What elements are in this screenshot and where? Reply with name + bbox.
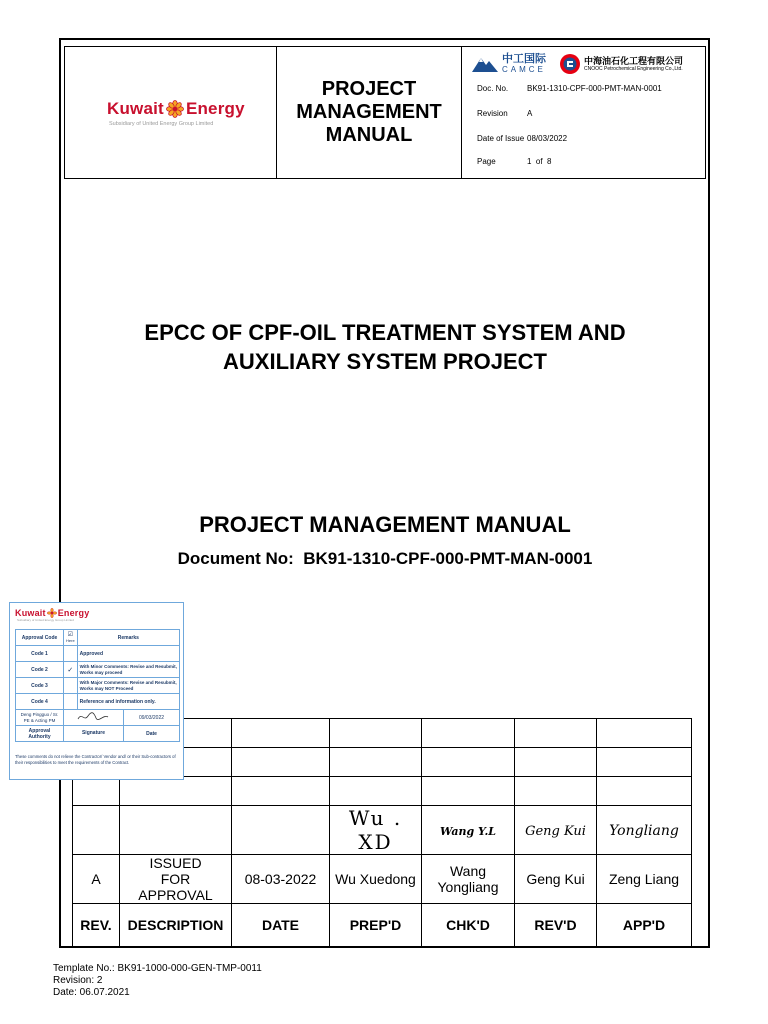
signature-scribble-icon <box>74 710 114 724</box>
signature-row <box>73 806 692 855</box>
camce-name-en: CAMCE <box>502 65 546 74</box>
col-prepd: PREP'D <box>330 904 422 947</box>
cell-date: 08-03-2022 <box>232 855 330 904</box>
info-value: BK91-1310-CPF-000-PMT-MAN-0001 <box>527 84 662 93</box>
template-number: Template No.: BK91-1000-000-GEN-TMP-0011 <box>53 963 262 974</box>
cell-code: Code 4 <box>16 694 64 710</box>
info-row-docno <box>477 84 662 93</box>
header-title-line-3: MANUAL <box>325 124 413 146</box>
approval-code-table <box>15 629 180 742</box>
col-revd: REV'D <box>515 904 597 947</box>
camce-name-cn: 中工国际 <box>502 53 546 65</box>
authority-signature <box>64 710 124 725</box>
logo-name-left: Kuwait <box>107 99 164 118</box>
col-here <box>64 630 78 646</box>
cell-chkd: Wang Yongliang <box>422 855 515 904</box>
signature-revd: Geng Kui <box>525 823 586 839</box>
col-description: DESCRIPTION <box>120 904 232 947</box>
header-row <box>73 904 692 947</box>
document-number: Document No: BK91-1310-CPF-000-PMT-MAN-0001 <box>177 549 593 568</box>
table-row <box>16 646 180 662</box>
document-title: PROJECT MANAGEMENT MANUAL <box>199 512 571 537</box>
header-info-cell <box>462 47 707 178</box>
check-mark-icon: ✓ <box>64 662 78 678</box>
cell-code: Code 2 <box>16 662 64 678</box>
info-label: Revision <box>477 109 508 118</box>
table-row <box>16 678 180 694</box>
info-row-revision <box>477 109 532 118</box>
info-label: Page <box>477 157 496 166</box>
label-signature: Signature <box>64 726 124 741</box>
cnooc-name-cn: 中海油石化工程有限公司 <box>584 55 684 66</box>
info-value: 1 of 8 <box>527 157 552 166</box>
col-remarks: Remarks <box>77 630 179 646</box>
cell-revd: Geng Kui <box>515 855 597 904</box>
info-label: Doc. No. <box>477 84 509 93</box>
approval-stamp <box>9 602 184 780</box>
header-title-line-1: PROJECT <box>321 78 417 100</box>
logo-name-left: Kuwait <box>15 608 46 618</box>
info-label: Date of Issue <box>477 134 525 143</box>
cell-remark: With Major Comments: Revise and Resubmit, Works may NOT Proceed <box>77 678 179 694</box>
table-row <box>16 694 180 710</box>
cell-remark: Approved <box>77 646 179 662</box>
cell-mark <box>64 678 78 694</box>
authority-name: Deng Pingguo / Sr. PE & Acting PM <box>16 710 64 726</box>
cell-description: ISSUED FOR APPROVAL <box>120 855 232 904</box>
label-date: Date <box>146 730 157 737</box>
mountain-icon <box>472 55 498 73</box>
stamp-disclaimer: These comments do not relieve the Contractor/ Vendor and/ or their Sub-contractors of their responsibilities to meet the requirements of the Contract. <box>15 754 176 765</box>
document-header <box>64 46 706 179</box>
table-row <box>16 726 180 742</box>
cell-code: Code 1 <box>16 646 64 662</box>
cell-mark <box>64 694 78 710</box>
table-row <box>16 710 180 726</box>
table-row <box>16 630 180 646</box>
project-title-line-2: AUXILIARY SYSTEM PROJECT <box>223 349 547 374</box>
cell-remark: Reference and information only. <box>77 694 179 710</box>
checkbox-icon: ☑ <box>67 631 74 638</box>
cell-code: Code 3 <box>16 678 64 694</box>
flower-icon <box>47 608 57 618</box>
client-logo-cell <box>65 47 277 178</box>
stamp-logo <box>15 608 89 622</box>
header-title-line-2: MANAGEMENT <box>296 101 442 123</box>
cnooc-logo <box>559 53 683 75</box>
cell-appd: Zeng Liang <box>597 855 692 904</box>
info-value: A <box>527 109 533 118</box>
info-row-date <box>477 134 567 143</box>
logo-tagline: Subsidiary of United Energy Group Limited <box>109 121 214 127</box>
logo-tagline: Subsidiary of United Energy Group Limited <box>17 618 74 622</box>
table-row <box>16 662 180 678</box>
cnooc-emblem-icon <box>559 53 581 75</box>
info-row-page <box>477 157 551 166</box>
logo-name-right: Energy <box>57 608 90 618</box>
table-row <box>73 855 692 904</box>
signature-appd: Yongliang <box>609 822 679 839</box>
template-date: Date: 06.07.2021 <box>53 987 130 998</box>
logo-name-right: Energy <box>185 99 245 118</box>
col-chkd: CHK'D <box>422 904 515 947</box>
table-row <box>73 777 692 806</box>
camce-logo <box>472 54 546 74</box>
col-date: DATE <box>232 904 330 947</box>
col-appd: APP'D <box>597 904 692 947</box>
signature-chkd: Wang Y.L <box>439 825 497 838</box>
cell-mark <box>64 646 78 662</box>
flower-icon <box>166 100 184 118</box>
signature-prepd: Wu . XD <box>348 806 403 854</box>
template-revision: Revision: 2 <box>53 975 103 986</box>
info-value: 08/03/2022 <box>527 134 568 143</box>
signature-date: 09/03/2022 <box>138 714 165 721</box>
cell-remark: With Minor Comments: Revise and Resubmit, Works may proceed <box>77 662 179 678</box>
header-title-cell <box>277 47 462 178</box>
col-rev: REV. <box>73 904 120 947</box>
project-title-line-1: EPCC OF CPF-OIL TREATMENT SYSTEM AND <box>144 320 626 345</box>
project-title <box>64 318 706 376</box>
col-here-label: Here <box>66 637 75 643</box>
cell-rev: A <box>73 855 120 904</box>
label-approval-authority: Approval Authority <box>16 726 64 742</box>
col-approval-code: Approval Code <box>16 630 64 646</box>
cell-prepd: Wu Xuedong <box>330 855 422 904</box>
cnooc-name-en: CNOOC Petrochemical Engineering Co.,Ltd. <box>584 65 683 72</box>
kuwait-energy-logo <box>107 99 247 127</box>
template-footer <box>53 963 262 999</box>
